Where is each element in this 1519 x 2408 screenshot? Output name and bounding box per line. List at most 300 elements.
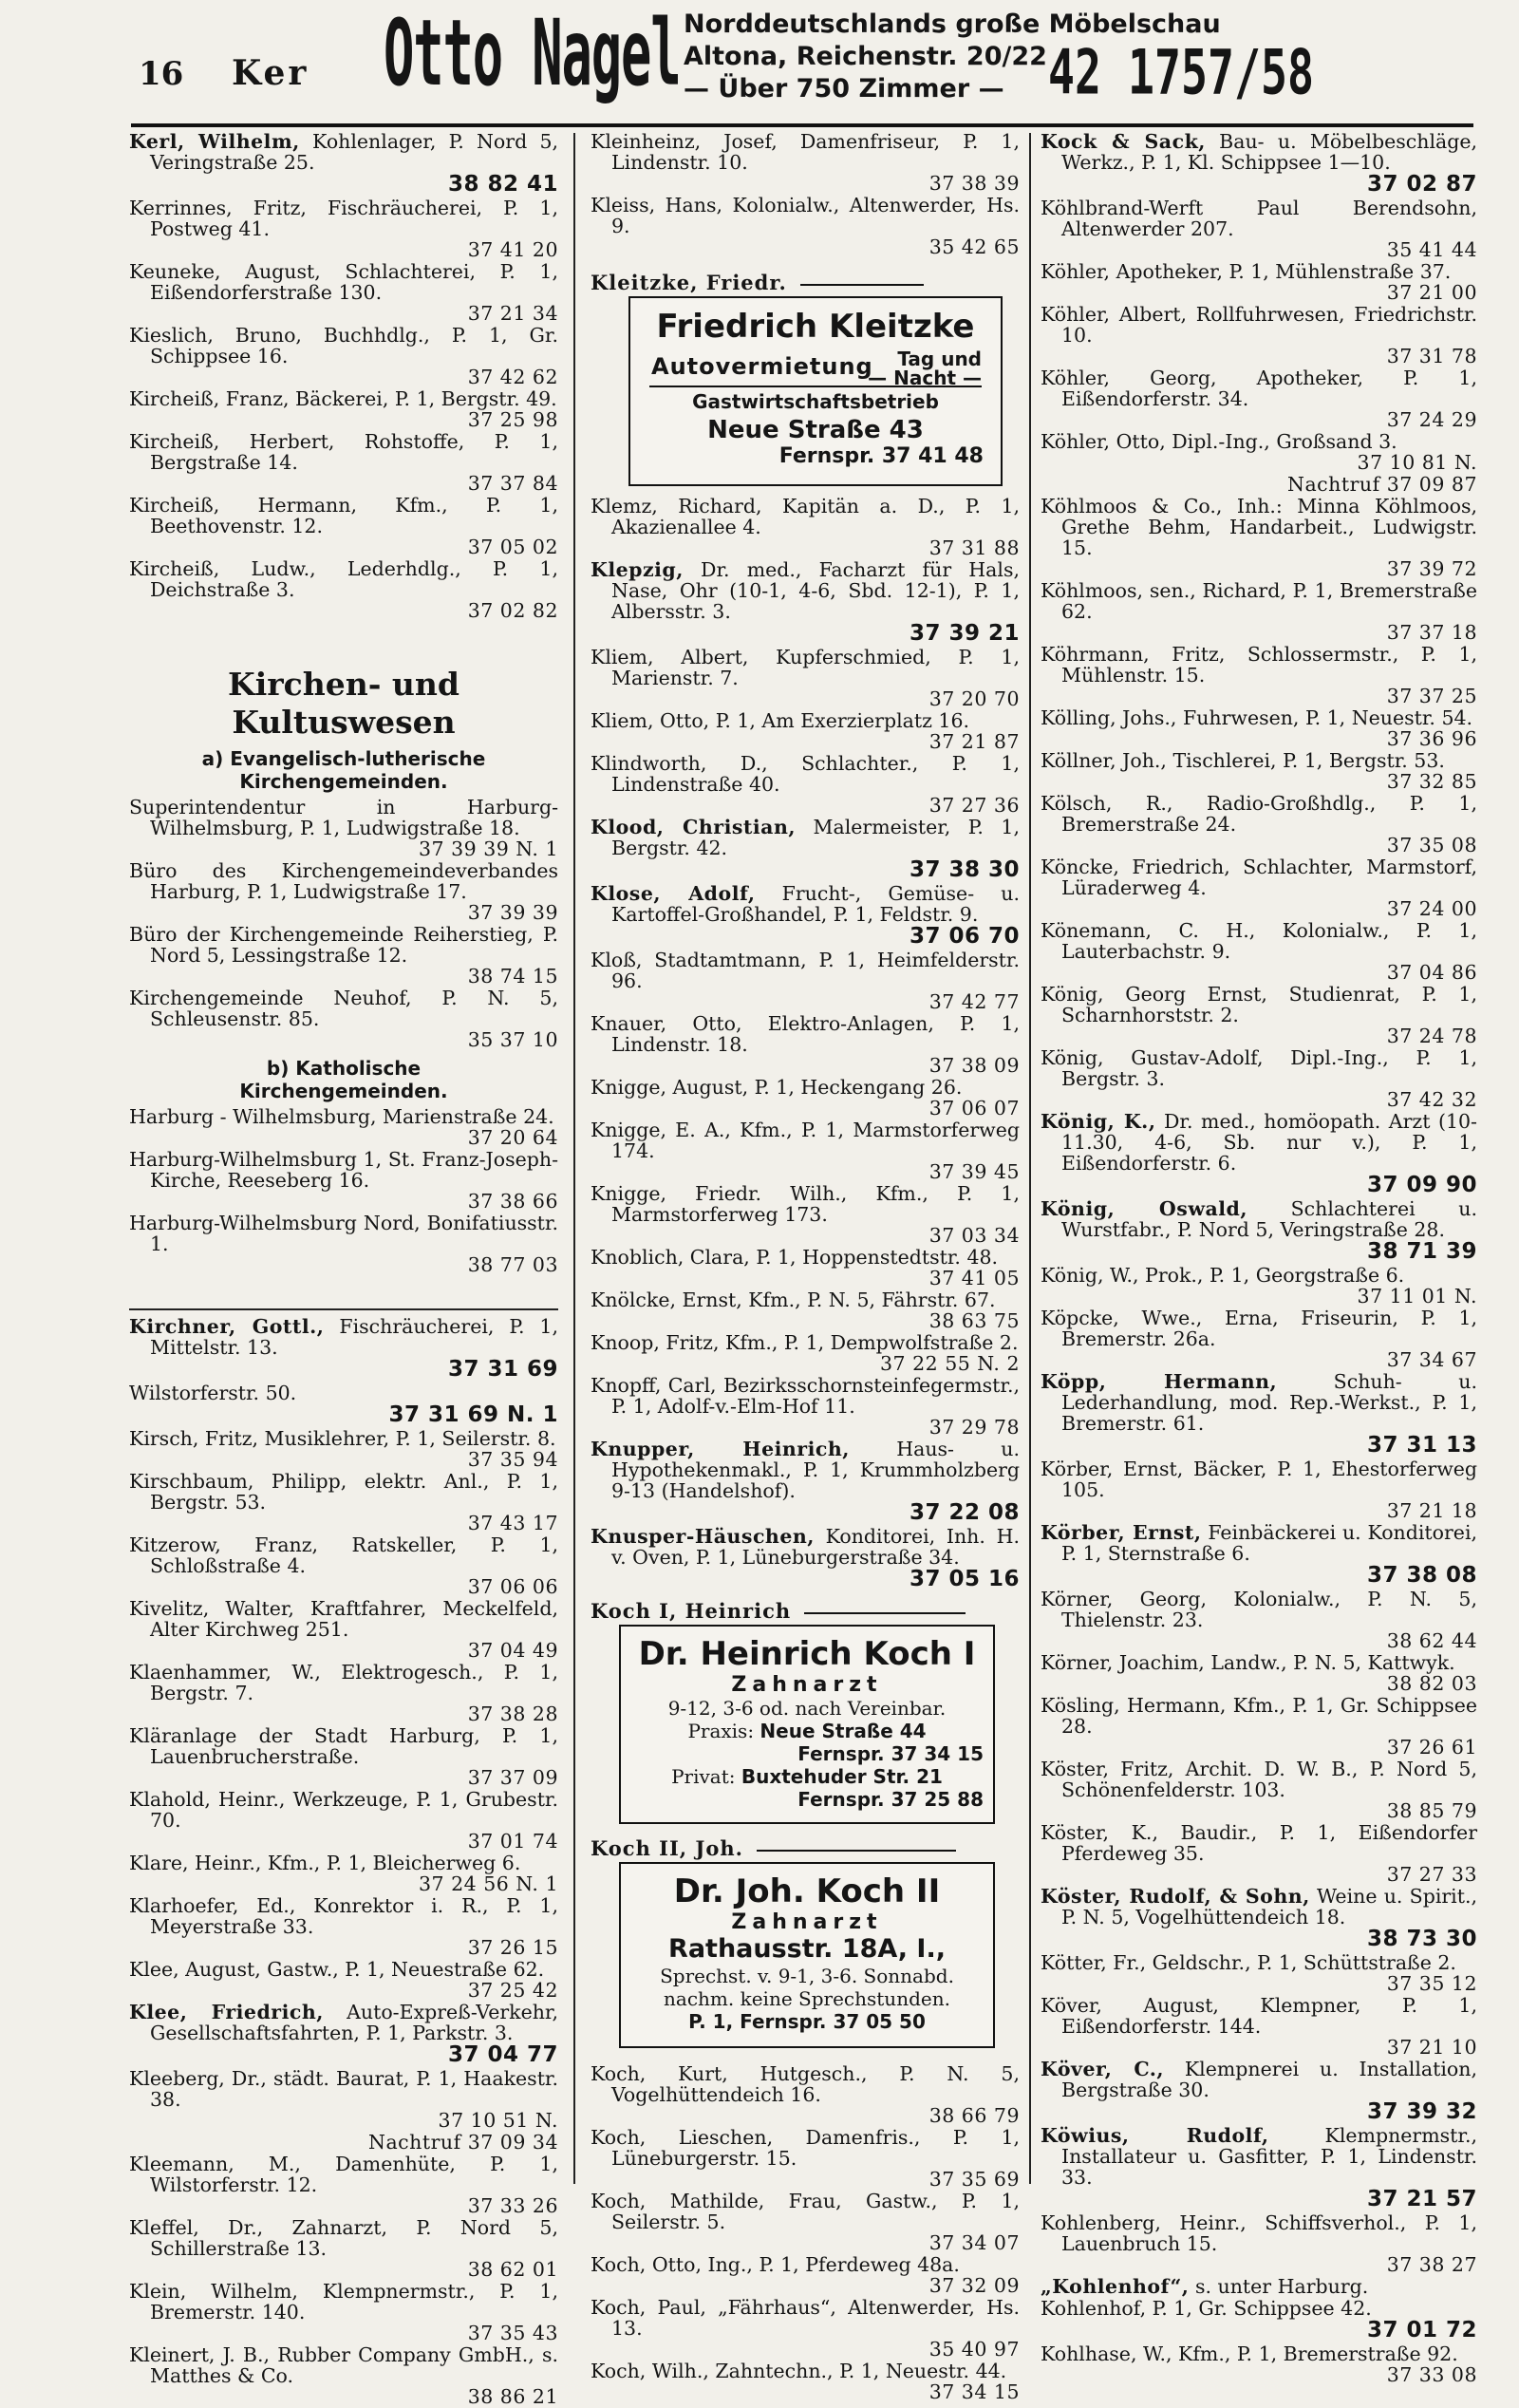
entry-text: Knigge, August, P. 1, Heckengang 26. [591,1076,963,1099]
directory-entry [129,2132,558,2153]
entry-phone: 37 34 67 [1386,1348,1477,1371]
entry-text: Kölling, Johs., Fuhrwesen, P. 1, Neuestr. 54. [1041,706,1473,729]
directory-entry [129,1383,558,1427]
ad-koch1-private-label: Privat: [671,1765,736,1788]
directory-entry [129,1106,558,1148]
directory-entry [1041,1198,1477,1264]
ad-koch1 [619,1625,995,1824]
ad-koch1-profession: Zahnarzt [731,1673,883,1697]
entry-phone: 37 35 43 [467,2322,558,2344]
entry-text: Köhler, Albert, Rollfuhrwesen, Friedrichstr. 10. [1041,303,1477,347]
page-number: 16 [139,55,184,93]
page-keyword: Ker [232,53,309,93]
directory-entry [1041,1589,1477,1651]
ad-koch2-profession: Zahnarzt [731,1910,883,1934]
entry-text: Klein, Wilhelm, Klempnermstr., P. 1, Bremerstr. 140. [129,2280,558,2323]
directory-entry [129,924,558,987]
directory-entry [1041,1886,1477,1951]
directory-entry [1041,750,1477,792]
entry-text: Klood, Christian, Malermeister, P. 1, Bergstr. 42. [591,816,1020,859]
ad-kleitzke-day: Tag und [897,348,982,370]
entry-text: Knupper, Heinrich, Haus- u. Hypothekenmakl., P. 1, Krummholzberg 9-13 (Handelshof). [591,1438,1020,1502]
subsection-heading-b-2: Kirchengemeinden. [239,1080,448,1102]
entry-text: Klindworth, D., Schlachter., P. 1, Lindenstraße 40. [591,752,1020,796]
entry-phone: 37 27 33 [1386,1863,1477,1886]
ad-koch1-private-address: Buxtehuder Str. 21 [741,1765,943,1788]
entry-text: Wilstorferstr. 50. [129,1382,297,1404]
advertiser-address: Altona, Reichenstr. 20/22 [684,42,1047,71]
directory-entry [129,2002,558,2067]
ad-label-rule [757,1850,956,1852]
directory-entry [1041,1458,1477,1521]
entry-phone: 38 73 30 [1366,1927,1477,1951]
entry-text: Kleiss, Hans, Kolonialw., Altenwerder, Hs. 9. [591,194,1020,237]
entry-phone: 37 35 69 [928,2168,1020,2191]
entry-phone: 35 41 44 [1386,238,1477,261]
entry-phone: 37 39 21 [909,621,1020,646]
entry-text: Klee, Friedrich, Auto-Expreß-Verkehr, Gesellschaftsfahrten, P. 1, Parkstr. 3. [129,2001,558,2044]
entry-text: Büro des Kirchengemeindeverbandes Harburg, P. 1, Ludwigstraße 17. [129,859,558,903]
directory-entry [1041,1995,1477,2058]
entry-phone: 37 38 30 [909,857,1020,882]
entry-text: Köncke, Friedrich, Schlachter, Marmstorf, Lüraderweg 4. [1041,856,1477,899]
entry-text: Köhler, Apotheker, P. 1, Mühlenstraße 37. [1041,260,1452,283]
entry-text: Kirchner, Gottl., Fischräucherei, P. 1, Mittelstr. 13. [129,1315,558,1359]
directory-entry [129,1895,558,1958]
directory-entry [1041,2212,1477,2275]
directory-entry [129,2068,558,2131]
entry-phone: 37 39 72 [1386,557,1477,580]
directory-entry [591,195,1020,257]
entry-phone: 37 04 49 [467,1639,558,1662]
entry-phone: 37 02 87 [1366,172,1477,197]
entry-phone: 38 62 44 [1386,1629,1477,1652]
entry-text: Kohlenhof, P. 1, Gr. Schippsee 42. [1041,2297,1372,2320]
entry-text: Kohlhase, W., Kfm., P. 1, Bremerstraße 92. [1041,2342,1458,2365]
entry-text: Kliem, Albert, Kupferschmied, P. 1, Marienstr. 7. [591,646,1020,689]
entry-phone: 37 27 36 [928,794,1020,817]
entry-phone: 37 21 87 [928,730,1020,753]
entry-text: Kock & Sack, Bau- u. Möbelbeschläge, Werkz., P. 1, Kl. Schippsee 1—10. [1041,130,1477,174]
entry-text: Koch, Kurt, Hutgesch., P. N. 5, Vogelhüttendeich 16. [591,2062,1020,2106]
entry-phone: 37 38 28 [467,1703,558,1725]
section-end-rule [129,1308,558,1310]
ad-koch1-private-phone: Fernspr. 37 25 88 [797,1788,984,1811]
directory-entry [1041,707,1477,749]
entry-text: Superintendentur in Harburg-Wilhelmsburg, P. 1, Ludwigstraße 18. [129,796,558,839]
advertiser-slogan: Norddeutschlands große Möbelschau [684,9,1221,39]
entry-phone: 37 39 39 N. 1 [418,837,558,860]
entry-text: Kölsch, R., Radio-Großhdlg., P. 1, Bremerstraße 24. [1041,792,1477,836]
directory-entry [129,1428,558,1470]
directory-entry [1041,1047,1477,1110]
entry-text: König, Georg Ernst, Studienrat, P. 1, Scharnhorststr. 2. [1041,983,1477,1026]
directory-entry [591,2254,1020,2296]
directory-entry [1041,1522,1477,1588]
entry-phone: 37 22 55 N. 2 [879,1352,1020,1375]
column-1 [129,131,558,2408]
ad-koch2-name: Dr. Joh. Koch II [673,1872,941,1910]
entry-phone: 35 40 97 [928,2338,1020,2361]
directory-entry [1041,1371,1477,1458]
advertiser-brand: Otto Nagel [384,0,681,106]
ad-kleitzke-service: Autovermietung [651,353,873,380]
entry-phone: 37 38 66 [467,1190,558,1213]
entry-phone: 38 77 03 [467,1253,558,1276]
directory-entry [129,1316,558,1382]
directory-entry [591,1247,1020,1289]
directory-entry [129,558,558,621]
ad-koch2-phone: P. 1, Fernspr. 37 05 50 [688,2010,926,2033]
ad-kleitzke-address: Neue Straße 43 [707,416,924,444]
column-3 [1041,131,1477,2386]
entry-text: Köhler, Georg, Apotheker, P. 1, Eißendorferstr. 34. [1041,367,1477,410]
directory-entry [1041,261,1477,303]
entry-text: Klose, Adolf, Frucht-, Gemüse- u. Kartoffel-Großhandel, P. 1, Feldstr. 9. [591,882,1020,926]
directory-entry [129,1853,558,1894]
entry-phone: 37 36 96 [1386,727,1477,750]
entry-text: Köllner, Joh., Tischlerei, P. 1, Bergstr. 53. [1041,749,1445,772]
entry-text: Koch, Mathilde, Frau, Gastw., P. 1, Seilerstr. 5. [591,2190,1020,2233]
entry-phone: 37 26 61 [1386,1736,1477,1759]
ad-kleitzke-name: Friedrich Kleitzke [656,308,975,346]
entry-phone: 37 37 25 [1386,685,1477,707]
ad-label-text: Koch I, Heinrich [591,1599,792,1623]
directory-entry [129,2154,558,2216]
directory-entry [129,131,558,197]
entry-text: König, W., Prok., P. 1, Georgstraße 6. [1041,1264,1405,1287]
ad-koch2-address: Rathausstr. 18A, I., [668,1934,946,1964]
entry-phone: 37 37 09 [467,1766,558,1789]
ad-koch1-hours: 9-12, 3-6 od. nach Vereinbar. [667,1697,947,1720]
entry-text: Knigge, E. A., Kfm., P. 1, Marmstorferweg 174. [591,1119,1020,1162]
entry-text: König, Oswald, Schlachterei u. Wurstfabr., P. Nord 5, Veringstraße 28. [1041,1197,1477,1241]
entry-text: Knoop, Fritz, Kfm., P. 1, Dempwolfstraße 2. [591,1331,1019,1354]
directory-entry [129,1598,558,1661]
entry-phone: 37 42 62 [467,366,558,388]
ad-kleitzke [628,296,1003,486]
entry-text: Kliem, Otto, P. 1, Am Exerzierplatz 16. [591,709,969,732]
entry-text: Koch, Wilh., Zahntechn., P. 1, Neuestr. 44. [591,2360,1007,2382]
entry-text: Knoblich, Clara, P. 1, Hoppenstedtstr. 48. [591,1246,999,1269]
entry-phone: 38 82 41 [447,172,558,197]
entry-phone: 37 10 81 N. [1357,451,1477,474]
entry-text: Keuneke, August, Schlachterei, P. 1, Eißendorferstraße 130. [129,260,558,304]
entry-text: Büro der Kirchengemeinde Reiherstieg, P. Nord 5, Lessingstraße 12. [129,923,558,967]
directory-entry [129,495,558,557]
ad-koch1-practice-label: Praxis: [687,1720,755,1742]
entry-text: Köster, Rudolf, & Sohn, Weine u. Spirit., P. N. 5, Vogelhüttendeich 18. [1041,1885,1478,1928]
entry-phone: 37 20 70 [928,687,1020,710]
entry-phone: 37 38 08 [1366,1563,1477,1588]
entry-text: Körner, Joachim, Landw., P. N. 5, Kattwyk. [1041,1651,1455,1674]
directory-entry [1041,856,1477,919]
entry-text: König, Gustav-Adolf, Dipl.-Ing., P. 1, Bergstr. 3. [1041,1046,1477,1090]
entry-text: Kläranlage der Stadt Harburg, P. 1, Lauenbrucherstraße. [129,1724,558,1768]
entry-phone: 37 32 85 [1386,770,1477,793]
entry-phone: 37 35 94 [467,1448,558,1471]
directory-entry [591,883,1020,949]
column-divider-1 [573,133,575,2184]
subsection-heading-b: b) Katholische [266,1057,422,1080]
entry-text: Knölcke, Ernst, Kfm., P. N. 5, Fährstr. 67. [591,1289,996,1311]
entry-phone: Nachtruf 37 09 34 [368,2131,558,2154]
directory-entry [129,1213,558,1275]
directory-entry [1041,496,1477,579]
directory-entry [1041,1111,1477,1197]
directory-entry [1041,1695,1477,1758]
directory-entry [129,2217,558,2280]
entry-text: Köver, August, Klempner, P. 1, Eißendorferstr. 144. [1041,1994,1477,2038]
directory-entry [1041,984,1477,1046]
entry-text: Kleemann, M., Damenhüte, P. 1, Wilstorferstr. 12. [129,2153,558,2196]
directory-entry [591,131,1020,194]
entry-text: Könemann, C. H., Kolonialw., P. 1, Lauterbachstr. 9. [1041,919,1477,963]
entry-phone: 37 37 18 [1386,621,1477,644]
directory-entry [1041,2059,1477,2124]
directory-entry [591,1119,1020,1182]
entry-phone: 37 26 15 [467,1936,558,1959]
entry-phone: 37 06 07 [928,1097,1020,1119]
directory-entry [129,388,558,430]
entry-text: Kitzerow, Franz, Ratskeller, P. 1, Schloßstraße 4. [129,1533,558,1577]
entry-phone: 37 02 82 [467,599,558,622]
ad-koch2-hours-note: nachm. keine Sprechstunden. [664,1987,950,2010]
entry-phone: 37 43 17 [467,1512,558,1534]
directory-entry [591,753,1020,816]
ad-koch1-name: Dr. Heinrich Koch I [638,1635,976,1673]
entry-phone: 37 25 42 [467,1979,558,2002]
directory-entry [591,1013,1020,1076]
directory-entry [129,1959,558,2001]
entry-phone: 37 21 10 [1386,2036,1477,2059]
entry-text: Koch, Otto, Ing., P. 1, Pferdeweg 48a. [591,2253,960,2276]
ad-label-kleitzke [591,272,1020,294]
entry-phone: 37 21 34 [467,302,558,325]
entry-text: Köhler, Otto, Dipl.-Ing., Großsand 3. [1041,430,1397,453]
entry-text: Köwius, Rudolf, Klempnermstr., Installateur u. Gasfitter, P. 1, Lindenstr. 33. [1041,2124,1477,2189]
entry-text: Köhlmoos, sen., Richard, P. 1, Bremerstraße 62. [1041,579,1477,623]
subsection-heading-a: a) Evangelisch-lutherische [201,747,486,770]
directory-entry [1041,131,1477,197]
entry-text: Knopff, Carl, Bezirksschornsteinfegermstr., P. 1, Adolf-v.-Elm-Hof 11. [591,1374,1020,1418]
directory-entry [591,1183,1020,1246]
entry-text: Köster, K., Baudir., P. 1, Eißendorfer Pferdeweg 35. [1041,1821,1477,1865]
entry-phone: 37 24 56 N. 1 [418,1872,558,1895]
entry-phone: 38 86 21 [467,2385,558,2408]
entry-phone: 37 42 77 [928,990,1020,1013]
ad-kleitzke-night: — Nacht — [868,367,982,389]
entry-phone: 37 33 08 [1386,2363,1477,2386]
ad-label-koch2 [591,1837,1020,1860]
ad-label-text: Koch II, Joh. [591,1836,743,1860]
directory-entry [591,1077,1020,1119]
entry-phone: 37 38 27 [1386,2253,1477,2276]
directory-entry [591,2127,1020,2190]
directory-entry [1041,1952,1477,1994]
directory-entry [1041,431,1477,473]
entry-phone: 37 04 86 [1386,961,1477,984]
entry-text: Köhrmann, Fritz, Schlossermstr., P. 1, Mühlenstr. 15. [1041,643,1477,687]
entry-text: Kircheiß, Hermann, Kfm., P. 1, Beethovenstr. 12. [129,494,558,537]
entry-phone: 37 21 18 [1386,1499,1477,1522]
directory-entry [129,198,558,260]
directory-entry [591,1375,1020,1438]
directory-entry [591,1439,1020,1525]
entry-text: Knigge, Friedr. Wilh., Kfm., P. 1, Marmstorferweg 173. [591,1182,1020,1226]
column-divider-2 [1029,133,1031,2184]
entry-phone: 37 21 57 [1366,2187,1477,2211]
entry-text: Körber, Ernst, Feinbäckerei u. Konditorei, P. 1, Sternstraße 6. [1041,1521,1478,1565]
entry-text: „Kohlenhof“, s. unter Harburg. [1041,2275,1369,2298]
entry-phone: 37 31 88 [928,536,1020,559]
directory-entry [129,2344,558,2407]
directory-entry [591,496,1020,558]
directory-entry [1041,580,1477,643]
entry-text: Köpp, Hermann, Schuh- u. Lederhandlung, mod. Rep.-Werkst., P. 1, Bremerstr. 61. [1041,1370,1477,1435]
entry-phone: 37 06 06 [467,1575,558,1598]
ad-koch1-practice-address: Neue Straße 44 [760,1720,927,1742]
entry-phone: 37 31 13 [1366,1433,1477,1458]
entry-phone: 37 01 72 [1366,2318,1477,2342]
entry-phone: 35 37 10 [467,1028,558,1051]
entry-text: Körber, Ernst, Bäcker, P. 1, Ehestorferweg 105. [1041,1458,1477,1501]
entry-text: Köhlbrand-Werft Paul Berendsohn, Altenwerder 207. [1041,197,1477,240]
advertiser-rooms: — Über 750 Zimmer — [684,74,1004,103]
entry-text: Kleffel, Dr., Zahnarzt, P. Nord 5, Schillerstraße 13. [129,2216,558,2260]
directory-entry [591,817,1020,882]
directory-entry [591,2361,1020,2402]
entry-phone: 37 41 05 [928,1267,1020,1289]
entry-phone: 37 04 77 [447,2042,558,2067]
entry-text: Kohlenberg, Heinr., Schiffsverhol., P. 1, Lauenbruch 15. [1041,2211,1477,2255]
entry-text: Klepzig, Dr. med., Facharzt für Hals, Nase, Ohr (10-1, 4-6, Sbd. 12-1), P. 1, Albersstr. 3. [591,558,1020,623]
entry-text: Harburg-Wilhelmsburg Nord, Bonifatiusstr. 1. [129,1212,558,1255]
directory-entry [129,325,558,387]
entry-text: Kleinert, J. B., Rubber Company GmbH., s. Matthes & Co. [129,2343,558,2387]
entry-text: Klee, August, Gastw., P. 1, Neuestraße 62. [129,1958,545,1981]
directory-entry [1041,474,1477,495]
directory-entry [1041,644,1477,706]
entry-phone: 37 37 84 [467,472,558,495]
ad-kleitzke-restaurant: Gastwirtschaftsbetrieb [692,390,939,413]
directory-entry [1041,920,1477,983]
entry-text: Kircheiß, Ludw., Lederhdlg., P. 1, Deichstraße 3. [129,557,558,601]
entry-text: Kircheiß, Herbert, Rohstoffe, P. 1, Bergstraße 14. [129,430,558,474]
ad-koch2-hours: Sprechst. v. 9-1, 3-6. Sonnabd. [660,1965,954,1987]
directory-entry [1041,1265,1477,1307]
directory-entry [129,860,558,923]
directory-entry [591,2063,1020,2126]
entry-text: Körner, Georg, Kolonialw., P. N. 5, Thielenstr. 23. [1041,1588,1477,1631]
entry-phone: 37 39 32 [1366,2099,1477,2124]
directory-entry [129,1789,558,1852]
entry-text: Köpcke, Wwe., Erna, Friseurin, P. 1, Bremerstr. 26a. [1041,1307,1477,1350]
directory-entry [1041,1759,1477,1821]
directory-entry [129,261,558,324]
entry-text: Kerl, Wilhelm, Kohlenlager, P. Nord 5, Veringstraße 25. [129,130,559,174]
entry-text: Kötter, Fr., Geldschr., P. 1, Schüttstraße 2. [1041,1951,1456,1974]
directory-entry [1041,2125,1477,2211]
entry-phone: 37 33 26 [467,2194,558,2217]
entry-phone: 37 20 64 [467,1126,558,1149]
entry-phone: 37 41 20 [467,238,558,261]
entry-phone: 37 25 98 [467,408,558,431]
directory-entry [591,710,1020,752]
advertiser-phone: 42 1757/58 [1048,35,1314,109]
entry-phone: 37 24 29 [1386,408,1477,431]
entry-phone: 38 62 01 [467,2258,558,2281]
directory-entry [1041,198,1477,260]
entry-text: Köver, C., Klempnerei u. Installation, Bergstraße 30. [1041,2058,1477,2101]
entry-phone: 37 31 69 [447,1357,558,1382]
entry-text: König, K., Dr. med., homöopath. Arzt (10-11.30, 4-6, Sb. nur v.), P. 1, Eißendorferstr. 6. [1041,1110,1477,1175]
entry-phone: 37 29 78 [928,1416,1020,1439]
section-title-2: Kultuswesen [232,704,456,741]
entry-text: Koch, Lieschen, Damenfris., P. 1, Lüneburgerstr. 15. [591,2126,1020,2170]
directory-entry [591,647,1020,709]
directory-entry [1041,367,1477,430]
directory-entry [129,2281,558,2343]
entry-phone: 37 24 00 [1386,897,1477,920]
entry-phone: 37 21 00 [1386,281,1477,304]
entry-text: Koch, Paul, „Fährhaus“, Altenwerder, Hs. 13. [591,2296,1020,2340]
directory-entry [1041,2343,1477,2385]
directory-entry [591,1526,1020,1591]
ad-koch1-practice-phone: Fernspr. 37 34 15 [797,1742,984,1765]
entry-phone: 37 34 07 [928,2231,1020,2254]
entry-text: Klare, Heinr., Kfm., P. 1, Bleicherweg 6. [129,1852,521,1874]
entry-text: Harburg-Wilhelmsburg 1, St. Franz-Joseph-Kirche, Reeseberg 16. [129,1148,558,1192]
directory-entry [591,2191,1020,2253]
subsection-heading-a-2: Kirchengemeinden. [239,770,448,793]
directory-entry [1041,793,1477,856]
directory-entry [1041,1822,1477,1885]
entry-phone: 37 10 51 N. [438,2109,558,2132]
entry-phone: 37 05 16 [909,1567,1020,1591]
entry-text: Kirsch, Fritz, Musiklehrer, P. 1, Seilerstr. 8. [129,1427,556,1450]
entry-phone: 37 38 39 [928,172,1020,195]
directory-entry [129,1662,558,1724]
entry-text: Kloß, Stadtamtmann, P. 1, Heimfelderstr. 96. [591,949,1020,992]
directory-entry [591,559,1020,646]
entry-text: Klemz, Richard, Kapitän a. D., P. 1, Akazienallee 4. [591,495,1020,538]
entry-text: Kieslich, Bruno, Buchhdlg., P. 1, Gr. Schippsee 16. [129,324,558,367]
entry-text: Kircheiß, Franz, Bäckerei, P. 1, Bergstr. 49. [129,387,557,410]
directory-entry [591,950,1020,1012]
entry-phone: 37 38 09 [928,1054,1020,1077]
entry-phone: 38 82 03 [1386,1672,1477,1695]
directory-entry [129,1534,558,1597]
directory-entry [129,1471,558,1533]
ad-label-text: Kleitzke, Friedr. [591,271,787,294]
entry-phone: 37 09 90 [1366,1173,1477,1197]
entry-phone: 37 03 34 [928,1224,1020,1247]
entry-phone: 38 66 79 [928,2104,1020,2127]
entry-phone: 37 35 12 [1386,1972,1477,1995]
directory-entry [591,1289,1020,1331]
directory-entry [129,1725,558,1788]
entry-phone: 37 32 09 [928,2274,1020,2297]
directory-entry [1041,2276,1477,2297]
directory-entry [1041,1652,1477,1694]
entry-phone: 38 63 75 [928,1309,1020,1332]
entry-text: Klaenhammer, W., Elektrogesch., P. 1, Bergstr. 7. [129,1661,558,1704]
entry-phone: 38 71 39 [1366,1239,1477,1264]
ad-label-rule [804,1612,966,1614]
directory-entry [1041,1307,1477,1370]
entry-phone: 38 74 15 [467,965,558,988]
